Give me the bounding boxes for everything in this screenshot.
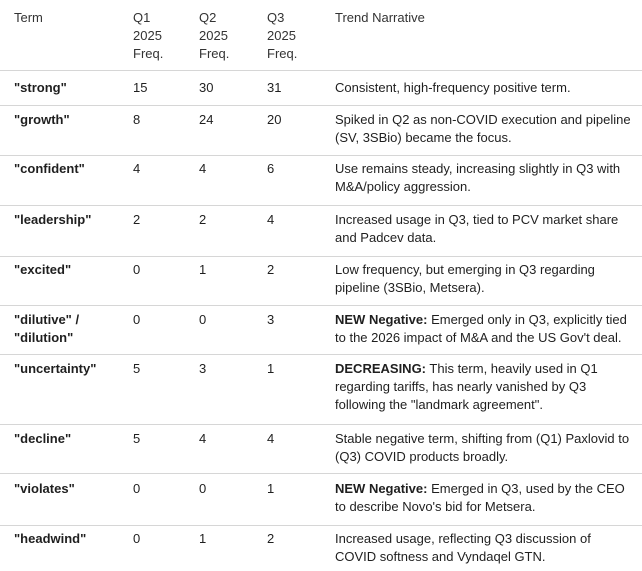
q2-freq-cell: 1: [199, 531, 207, 546]
q2-freq-cell: 4: [199, 161, 207, 176]
term-cell: "leadership": [14, 212, 92, 227]
table-row: [0, 474, 642, 526]
q2-freq-cell: 3: [199, 361, 207, 376]
table-row: [0, 425, 642, 474]
q3-freq-cell: 1: [267, 361, 275, 376]
table-header-row: [0, 0, 642, 71]
q2-freq-cell: 4: [199, 431, 207, 446]
trend-narrative-cell: [335, 79, 635, 97]
trend-narrative-text: Increased usage, reflecting Q3 discussion of COVID softness and Vyndaqel GTN.: [335, 531, 591, 564]
q1-freq-cell: 4: [133, 161, 141, 176]
q2-freq-cell: 30: [199, 80, 214, 95]
trend-narrative-text: This term, heavily used in Q1 regarding tariffs, has nearly vanished by Q3 following the "landmark agreement".: [335, 361, 598, 412]
q2-freq-cell: 1: [199, 262, 207, 277]
header-q1-2025-freq: Q1 2025 Freq.: [133, 10, 164, 61]
header-q2-2025-freq: Q2 2025 Freq.: [199, 10, 230, 61]
trend-narrative-cell: [335, 480, 635, 516]
table-row: [0, 156, 642, 206]
table-row: [0, 355, 642, 425]
trend-narrative-cell: [335, 111, 635, 147]
header-q3-2025-freq: Q3 2025 Freq.: [267, 10, 298, 61]
term-cell: "decline": [14, 431, 72, 446]
q1-freq-cell: 2: [133, 212, 141, 227]
trend-narrative-text: Low frequency, but emerging in Q3 regarding pipeline (3SBio, Metsera).: [335, 262, 595, 295]
trend-narrative-cell: [335, 430, 635, 466]
trend-narrative-cell: [335, 261, 635, 297]
q3-freq-cell: 6: [267, 161, 275, 176]
table-row: [0, 257, 642, 306]
term-cell: "dilutive" / "dilution": [14, 312, 80, 345]
q3-freq-cell: 4: [267, 431, 275, 446]
trend-narrative-text: Spiked in Q2 as non-COVID execution and pipeline (SV, 3SBio) became the focus.: [335, 112, 631, 145]
q3-freq-cell: 1: [267, 481, 275, 496]
trend-narrative-cell: [335, 530, 635, 566]
trend-narrative-cell: [335, 160, 635, 196]
q2-freq-cell: 0: [199, 481, 207, 496]
table-row: [0, 206, 642, 257]
trend-narrative-text: Increased usage in Q3, tied to PCV market share and Padcev data.: [335, 212, 619, 245]
header-trend-narrative: Trend Narrative: [335, 10, 425, 25]
q3-freq-cell: 20: [267, 112, 282, 127]
trend-tag: NEW Negative:: [335, 312, 428, 327]
trend-tag: NEW Negative:: [335, 481, 428, 496]
q1-freq-cell: 0: [133, 262, 141, 277]
q2-freq-cell: 24: [199, 112, 214, 127]
q1-freq-cell: 8: [133, 112, 141, 127]
term-cell: "uncertainty": [14, 361, 97, 376]
q1-freq-cell: 5: [133, 431, 141, 446]
trend-narrative-cell: [335, 311, 635, 347]
trend-tag: DECREASING:: [335, 361, 427, 376]
q3-freq-cell: 31: [267, 80, 282, 95]
trend-narrative-text: Stable negative term, shifting from (Q1) Paxlovid to (Q3) COVID products broadly.: [335, 431, 630, 464]
q1-freq-cell: 5: [133, 361, 141, 376]
term-cell: "confident": [14, 161, 85, 176]
q2-freq-cell: 0: [199, 312, 207, 327]
term-cell: "growth": [14, 112, 70, 127]
trend-narrative-text: Consistent, high-frequency positive term.: [335, 80, 571, 95]
trend-narrative-text: Emerged in Q3, used by the CEO to describe Novo's bid for Metsera.: [335, 481, 625, 514]
term-cell: "excited": [14, 262, 72, 277]
q1-freq-cell: 15: [133, 80, 148, 95]
q1-freq-cell: 0: [133, 531, 141, 546]
q3-freq-cell: 2: [267, 262, 275, 277]
header-term: Term: [14, 10, 43, 25]
trend-narrative-cell: [335, 360, 635, 414]
term-cell: "violates": [14, 481, 75, 496]
q3-freq-cell: 4: [267, 212, 275, 227]
table-row: [0, 106, 642, 156]
q3-freq-cell: 2: [267, 531, 275, 546]
trend-narrative-text: Use remains steady, increasing slightly in Q3 with M&A/policy aggression.: [335, 161, 621, 194]
q1-freq-cell: 0: [133, 312, 141, 327]
term-cell: "strong": [14, 80, 67, 95]
table-row: [0, 306, 642, 355]
q1-freq-cell: 0: [133, 481, 141, 496]
term-cell: "headwind": [14, 531, 87, 546]
trend-narrative-cell: [335, 211, 635, 247]
table-row: [0, 526, 642, 570]
q3-freq-cell: 3: [267, 312, 275, 327]
trend-narrative-text: Emerged only in Q3, explicitly tied to the 2026 impact of M&A and the US Gov't deal.: [335, 312, 627, 345]
table-row: [0, 70, 642, 106]
q2-freq-cell: 2: [199, 212, 207, 227]
